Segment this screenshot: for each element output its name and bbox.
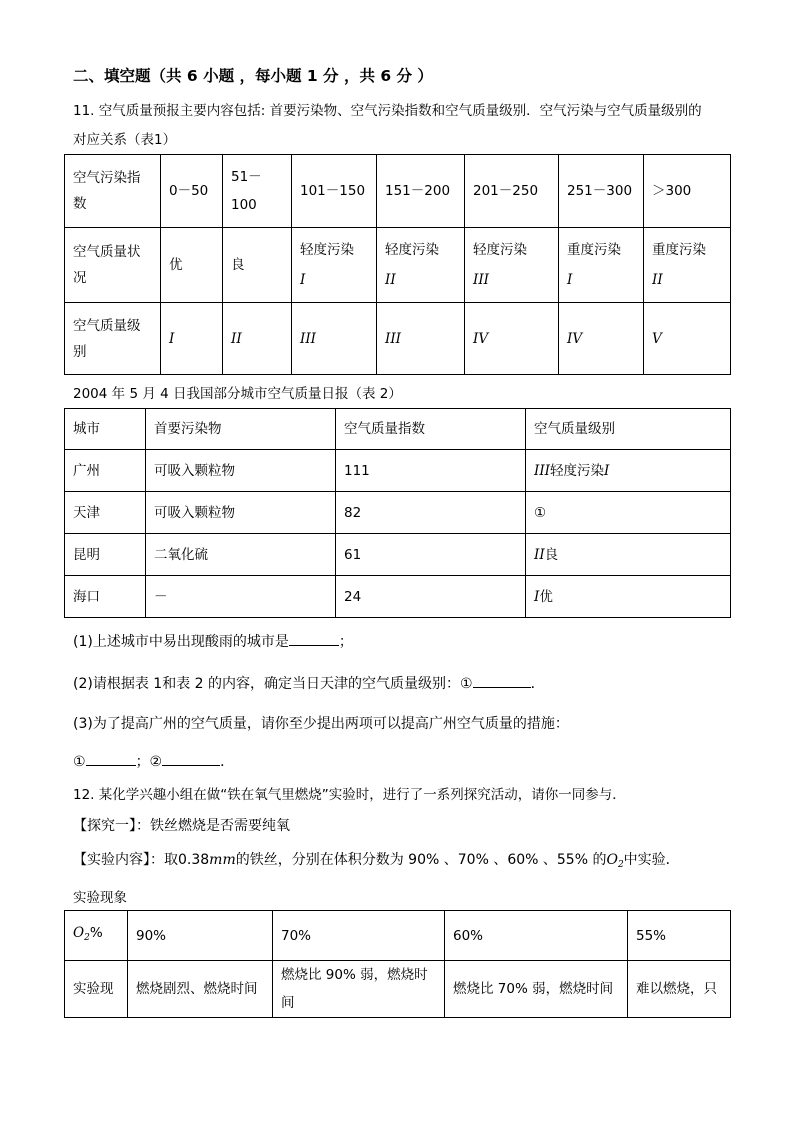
oxygen-symbol: O — [73, 925, 85, 941]
table-2-cell: 广州 — [65, 450, 146, 492]
table-2-cell: 天津 — [65, 492, 146, 534]
status-text: 重度污染 — [567, 242, 621, 258]
q11-sub1 — [73, 631, 353, 651]
content-value: 0.38 — [178, 852, 210, 868]
sub-text: 请根据表 1和表 2 的内容，确定当日天津的空气质量级别：① — [92, 676, 473, 692]
table-row — [65, 961, 731, 1018]
table-1-cell: III — [377, 303, 465, 375]
q11-stem-line2: 对应关系（表1） — [73, 132, 177, 148]
table-1-cell: 优 — [161, 228, 223, 303]
q11-sub3 — [73, 713, 569, 733]
table-2-cell: 61 — [336, 534, 526, 576]
phenomenon-label: 实验现象 — [73, 890, 127, 906]
table-3-header-cell — [65, 911, 128, 961]
sub-end: ． — [530, 676, 545, 692]
explore-label: 【探究一】 — [73, 818, 136, 834]
content-text: ：取 — [150, 852, 178, 868]
level-text: 优 — [539, 588, 553, 605]
q11-sub2 — [73, 673, 545, 693]
sub-text: 上述城市中易出现酸雨的城市是 — [92, 634, 289, 650]
table-2-cell — [526, 492, 731, 534]
q11-stem-line1: 11. 空气质量预报主要内容包括: 首要污染物、空气污染指数和空气质量级别．空气污染与空气质量级别的 — [73, 103, 702, 119]
table-2-header — [65, 409, 731, 450]
table-1-cell: III — [292, 303, 377, 375]
table-3-cell: 燃烧比 90% 弱，燃烧时间 — [273, 961, 445, 1018]
table-1-cell — [377, 228, 465, 303]
answer-blank[interactable] — [473, 673, 531, 688]
table-1-cell: 良 — [223, 228, 292, 303]
answer-marker: ① — [534, 504, 547, 521]
status-text: 重度污染 — [652, 242, 706, 258]
table-3-cell: 燃烧比 70% 弱，燃烧时间 — [445, 961, 628, 1018]
table-3-cell: 实验现 — [65, 961, 128, 1018]
sub-end: ； — [338, 634, 353, 650]
table-2-cell — [526, 534, 731, 576]
q12-explore — [73, 815, 290, 835]
table-1-cell: 空气质量状况 — [65, 228, 161, 303]
oxygen-symbol: O — [606, 852, 618, 868]
table-2-cell: 海口 — [65, 576, 146, 618]
level-roman: I — [534, 588, 540, 605]
sub-number: (3) — [73, 716, 93, 732]
table-2-cell: － — [146, 576, 336, 618]
q11-sub3-answers — [73, 751, 234, 771]
status-text: 轻度污染 — [385, 242, 439, 258]
content-unit: mm — [209, 852, 236, 868]
table-2-cell — [526, 576, 731, 618]
table-3-header-cell: 90% — [128, 911, 273, 961]
answer-end: ． — [220, 754, 235, 770]
table-2-header-cell: 空气质量级别 — [526, 409, 731, 450]
table-3 — [64, 910, 731, 1018]
table-row — [65, 450, 731, 492]
table-1-cell — [644, 228, 731, 303]
status-level: II — [652, 272, 663, 288]
table-1-cell — [292, 228, 377, 303]
table-2-cell — [526, 450, 731, 492]
table-2-header-cell: 城市 — [65, 409, 146, 450]
sub-text: 为了提高广州的空气质量，请你至少提出两项可以提高广州空气质量的措施： — [92, 716, 569, 732]
table-2-cell: 昆明 — [65, 534, 146, 576]
table-1-cell: I — [161, 303, 223, 375]
table-1-cell: IV — [559, 303, 644, 375]
table-3-header — [65, 911, 731, 961]
sub-number: (1) — [73, 634, 93, 650]
table-3-cell: 难以燃烧，只 — [628, 961, 731, 1018]
level-roman-suffix: I — [604, 462, 610, 479]
table-2-header-cell: 空气质量指数 — [336, 409, 526, 450]
table-1-row-level — [65, 303, 731, 375]
status-level: I — [567, 272, 573, 288]
table-2-cell: 可吸入颗粒物 — [146, 492, 336, 534]
q12-stem: 12. 某化学兴趣小组在做“铁在氧气里燃烧”实验时，进行了一系列探究活动，请你一同参与． — [73, 787, 626, 803]
table-row — [65, 576, 731, 618]
explore-text: ：铁丝燃烧是否需要纯氧 — [136, 818, 290, 834]
answer-separator: ；② — [135, 754, 163, 770]
oxygen-subscript: 2 — [617, 860, 624, 870]
level-roman: II — [534, 546, 545, 563]
table-1-cell: 101－150 — [292, 155, 377, 228]
table-1-cell: 201－250 — [465, 155, 559, 228]
content-text: 的铁丝，分别在体积分数为 90% 、70% 、60% 、55% 的 — [235, 852, 607, 868]
table-2-caption: 2004 年 5 月 4 日我国部分城市空气质量日报（表 2） — [73, 386, 402, 402]
table-2-cell: 可吸入颗粒物 — [146, 450, 336, 492]
table-1-cell: II — [223, 303, 292, 375]
table-1-cell — [559, 228, 644, 303]
answer-blank[interactable] — [86, 751, 136, 766]
level-text: 轻度污染 — [550, 462, 604, 479]
status-text: 轻度污染 — [473, 242, 527, 258]
table-1-cell: V — [644, 303, 731, 375]
table-1 — [64, 154, 731, 375]
content-label: 【实验内容】 — [73, 852, 150, 868]
table-1-row-index — [65, 155, 731, 228]
table-2-header-cell: 首要污染物 — [146, 409, 336, 450]
table-1-cell: 0－50 — [161, 155, 223, 228]
table-1-cell: 空气质量级别 — [65, 303, 161, 375]
table-2 — [64, 408, 731, 618]
table-2-cell: 24 — [336, 576, 526, 618]
q12-content — [73, 849, 680, 870]
table-3-cell: 燃烧剧烈、燃烧时间 — [128, 961, 273, 1018]
table-3-header-cell: 60% — [445, 911, 628, 961]
table-1-cell: 251－300 — [559, 155, 644, 228]
table-3-header-cell: 55% — [628, 911, 731, 961]
status-level: II — [385, 272, 396, 288]
answer-blank[interactable] — [162, 751, 220, 766]
table-3-header-cell: 70% — [273, 911, 445, 961]
table-1-cell: 空气污染指数 — [65, 155, 161, 228]
section-title: 二、填空题（共 6 小题 ，每小题 1 分 ，共 6 分 ） — [73, 67, 433, 85]
level-text: 良 — [544, 546, 559, 563]
table-2-cell: 111 — [336, 450, 526, 492]
table-row — [65, 492, 731, 534]
table-2-cell: 二氧化硫 — [146, 534, 336, 576]
table-1-cell: IV — [465, 303, 559, 375]
content-text: 中实验． — [623, 852, 680, 868]
table-2-cell: 82 — [336, 492, 526, 534]
table-1-cell: ＞300 — [644, 155, 731, 228]
answer-blank[interactable] — [289, 631, 339, 646]
status-text: 轻度污染 — [300, 242, 354, 258]
table-1-cell: 51－100 — [223, 155, 292, 228]
percent-sign: % — [89, 925, 103, 941]
status-level: I — [300, 272, 306, 288]
table-1-cell — [465, 228, 559, 303]
table-1-row-status — [65, 228, 731, 303]
table-row — [65, 534, 731, 576]
sub-number: (2) — [73, 676, 93, 692]
table-1-cell: 151－200 — [377, 155, 465, 228]
status-level: III — [473, 272, 489, 288]
level-roman: III — [534, 462, 550, 479]
oxygen-subscript: 2 — [84, 933, 90, 943]
answer-marker: ① — [73, 754, 86, 770]
